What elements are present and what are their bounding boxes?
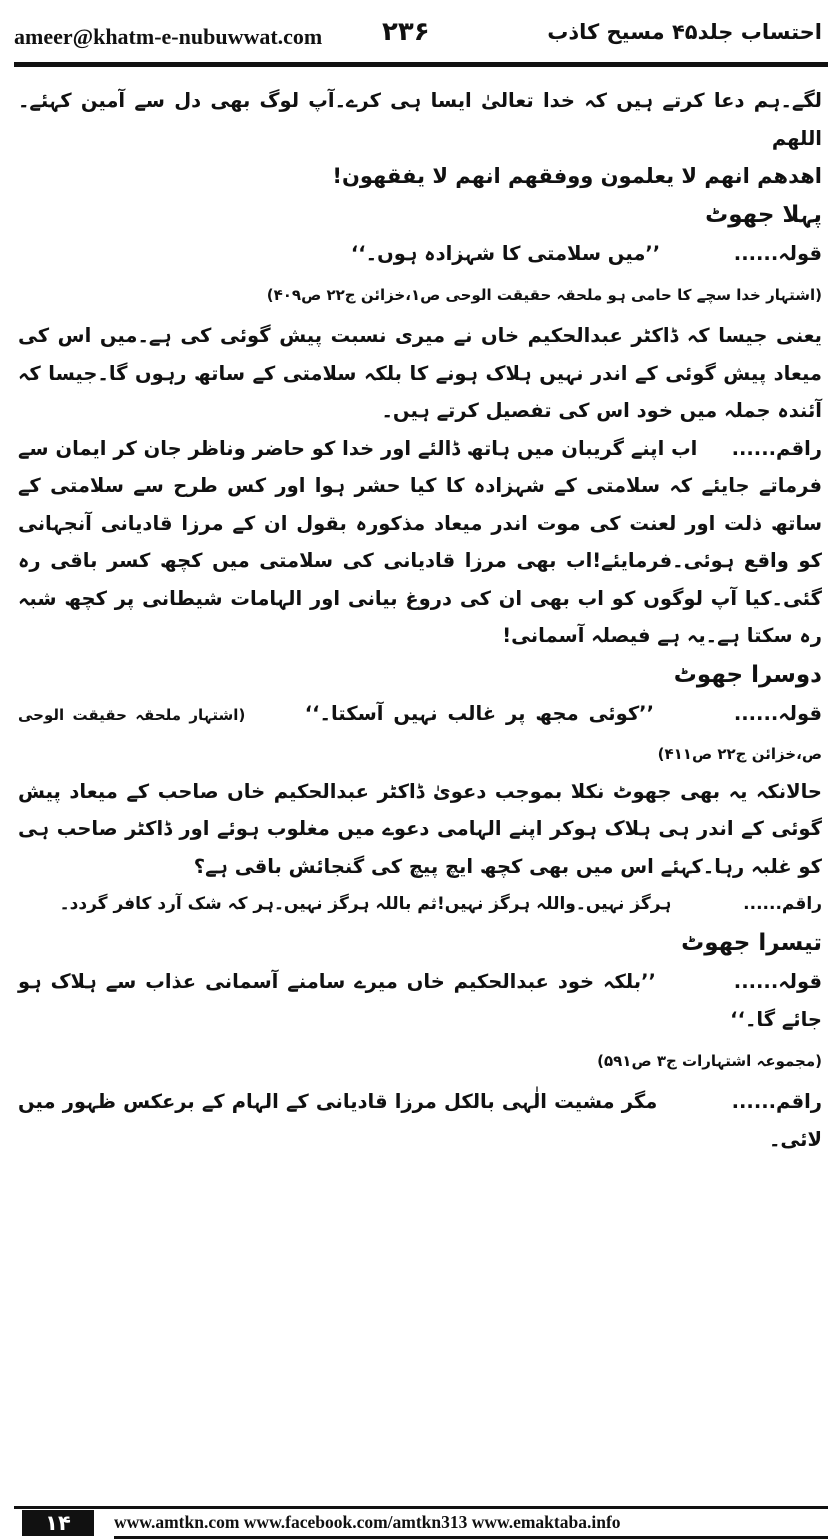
reference-1: (اشتہار خدا سچے کا حامی ہو ملحقہ حقیقت الوحی ص۱،خزائن ج۲۲ ص۴۰۹) — [266, 286, 822, 304]
paragraph-1: لگے۔ہم دعا کرتے ہیں کہ خدا تعالیٰ ایسا ہی کرے۔آپ لوگ بھی دل سے آمین کہئے۔اللھم — [18, 89, 822, 150]
page-header — [0, 0, 840, 66]
rebuttal-2-label: راقم...... — [743, 894, 822, 914]
quote-3-label: قولہ...... — [733, 970, 822, 993]
footer-page-number: ۱۴ — [22, 1510, 94, 1536]
quote-3-text: ’’بلکہ خود عبدالحکیم خاں میرے سامنے آسمانی عذاب سے ہلاک ہو جائے گا۔‘‘ — [18, 970, 822, 1031]
rebuttal-2 — [18, 885, 822, 923]
footer-links[interactable]: www.amtkn.com www.facebook.com/amtkn313 www.emaktaba.info — [114, 1512, 621, 1532]
rebuttal-1-label: راقم...... — [731, 436, 822, 460]
rebuttal-3-text: مگر مشیت الٰہی بالکل مرزا قادیانی کے الہام کے برعکس ظہور میں لائی۔ — [18, 1090, 822, 1151]
header-rule — [14, 62, 828, 67]
paragraph-2: یعنی جیسا کہ ڈاکٹر عبدالحکیم خاں نے میری نسبت پیش گوئی کی ہے۔میں اس کی میعاد پیش گوئی کے اندر نہیں ہلاک ہونے کا بلکہ سلامتی کے ساتھ رہوں گا۔جیسا کہ آئندہ جملہ میں خود اس کی تفصیل کرتے ہیں۔ — [18, 324, 822, 422]
header-title: احتساب جلد۴۵ مسیح کاذب — [547, 20, 822, 44]
rebuttal-3 — [18, 1083, 822, 1159]
heading-first-lie: پہلا جھوٹ — [705, 202, 822, 228]
header-page-number: ۲۳۶ — [382, 17, 430, 47]
arabic-prayer: اھدھم انھم لا یعلمون ووفقھم انھم لا یفقھون! — [332, 164, 822, 188]
quote-1-label: قولہ...... — [733, 242, 822, 265]
rebuttal-1 — [18, 430, 822, 655]
page-footer — [14, 1506, 828, 1540]
heading-second-lie: دوسرا جھوٹ — [673, 661, 822, 688]
reference-2: (اشتہار ملحقہ حقیقت الوحی ص،خزائن ج۲۲ ص۴۱۱) — [18, 705, 822, 763]
quote-2 — [18, 695, 822, 773]
quote-3 — [18, 963, 822, 1039]
quote-1-text: ’’میں سلامتی کا شہزادہ ہوں۔‘‘ — [350, 242, 661, 265]
header-email: ameer@khatm-e-nubuwwat.com — [14, 24, 323, 49]
page-body — [18, 82, 822, 1159]
heading-third-lie: تیسرا جھوٹ — [681, 930, 822, 956]
quote-1 — [18, 235, 822, 273]
footer-rule-bottom — [114, 1536, 828, 1539]
reference-3: (مجموعہ اشتہارات ج۳ ص۵۹۱) — [597, 1052, 822, 1070]
quote-2-label: قولہ...... — [733, 701, 823, 725]
footer-rule-top — [14, 1506, 828, 1509]
quote-2-text: ’’کوئی مجھ پر غالب نہیں آسکتا۔‘‘ — [304, 701, 654, 725]
paragraph-3: حالانکہ یہ بھی جھوٹ نکلا بموجب دعویٰ ڈاکٹر عبدالحکیم خاں صاحب کے میعاد پیش گوئی کے اندر ہی ہلاک ہوکر اپنے الہامی دعوے میں مغلوب ہوئے اور ڈاکٹر صاحب ہی کو غلبہ رہا۔کہئے اس میں بھی کچھ ایچ پیچ کی گنجائش باقی ہے؟ — [18, 779, 823, 878]
rebuttal-3-label: راقم...... — [731, 1090, 823, 1113]
rebuttal-1-text: اب اپنے گریبان میں ہاتھ ڈالئے اور خدا کو حاضر وناظر جان کر ایمان سے فرماتے جایئے کہ سلامتی کے شہزادہ کا کیا حشر ہوا اور کس طرح سے سلامتی کے ساتھ ذلت اور لعنت کی موت اندر میعاد مذکورہ بقول ان کے مرزا قادیانی آنجہانی کو واقع ہوئی۔فرمایئے!اب بھی مرزا قادیانی کی سلامتی میں کچھ کسر باقی رہ گئی۔کیا آپ لوگوں کو اب بھی ان کی دروغ بیانی اور الہامات شیطانی پر کچھ شبہ رہ سکتا ہے۔یہ ہے فیصلہ آسمانی! — [18, 436, 822, 647]
rebuttal-2-text: ہرگز نہیں۔واللہ ہرگز نہیں!ثم باللہ ہرگز نہیں۔ہر کہ شک آرد کافر گردد۔ — [59, 894, 672, 914]
